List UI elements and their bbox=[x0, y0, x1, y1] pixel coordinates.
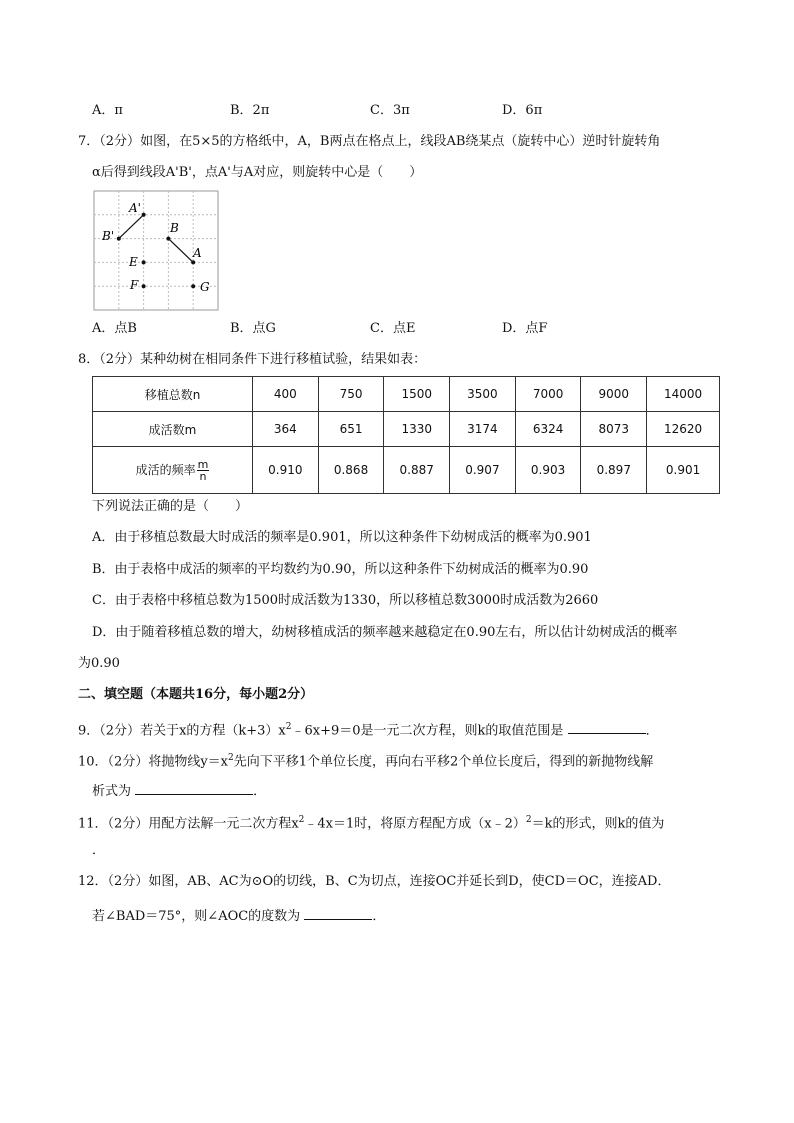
q8-option-c: C．由于表格中移植总数为1500时成活数为1330，所以移植总数3000时成活数为2660 bbox=[92, 593, 599, 608]
point-f bbox=[142, 284, 146, 288]
q10-exponent: 2 bbox=[228, 753, 234, 763]
point-a bbox=[191, 260, 195, 264]
point-e bbox=[142, 260, 146, 264]
q12-score: （2分） bbox=[107, 874, 149, 889]
q8-option-b: B．由于表格中成活的频率的平均数约为0.90，所以这种条件下幼树成活的概率为0.90 bbox=[92, 562, 589, 577]
table-cell: 3174 bbox=[450, 412, 516, 447]
table-cell: 1500 bbox=[384, 377, 450, 412]
label-a-prime: A' bbox=[129, 201, 141, 215]
q11-exponent-2: 2 bbox=[525, 815, 532, 825]
q7-text-line2: α后得到线段A'B'，点A'与A对应，则旋转中心是（ ） bbox=[92, 165, 423, 180]
q9-number: 9． bbox=[78, 723, 100, 739]
q10-score: （2分） bbox=[107, 754, 149, 770]
table-cell: 0.887 bbox=[384, 447, 450, 494]
frequency-label: 成活的频率 bbox=[135, 462, 196, 477]
q9-pre: 若关于x的方程（k+3）x bbox=[140, 723, 286, 739]
table-row-label: 成活数m bbox=[93, 412, 253, 447]
section-title: 二、填空题（本题共16分，每小题2分） bbox=[78, 687, 314, 702]
table-cell: 1330 bbox=[384, 412, 450, 447]
q7-option-a: A．点B bbox=[92, 321, 137, 336]
q9-answer-blank[interactable] bbox=[568, 719, 646, 734]
q8-line1 bbox=[78, 351, 426, 369]
q10-end: ． bbox=[253, 784, 267, 799]
q10-post: 先向下平移1个单位长度，再向右平移2个单位长度后，得到的新抛物线解 bbox=[233, 754, 654, 770]
q6-option-b: B．2π bbox=[230, 103, 270, 118]
q12-line1 bbox=[78, 873, 670, 891]
q10-line1 bbox=[78, 749, 653, 771]
fraction-numerator: m bbox=[197, 457, 209, 471]
label-b-prime: B' bbox=[102, 229, 115, 243]
table-row bbox=[93, 412, 720, 447]
q9-post: ﹣6x+9＝0是一元二次方程，则k的取值范围是 bbox=[291, 723, 564, 739]
table-row bbox=[93, 377, 720, 412]
segment-a-prime-b-prime bbox=[119, 215, 144, 239]
q11-number: 11． bbox=[78, 816, 108, 832]
label-f: F bbox=[130, 278, 139, 292]
q11-post: ＝k的形式，则k的值为 bbox=[531, 816, 665, 832]
table-cell: 8073 bbox=[581, 412, 647, 447]
fraction-denominator: n bbox=[199, 469, 207, 483]
table-cell: 12620 bbox=[647, 412, 720, 447]
q7-line1 bbox=[78, 133, 660, 151]
label-e: E bbox=[129, 255, 138, 269]
table-cell: 0.868 bbox=[318, 447, 384, 494]
q12-number: 12． bbox=[78, 874, 108, 889]
table-cell: 14000 bbox=[647, 377, 720, 412]
table-cell: 651 bbox=[318, 412, 384, 447]
q8-text: 某种幼树在相同条件下进行移植试验，结果如表： bbox=[140, 352, 427, 367]
table-cell: 3500 bbox=[450, 377, 516, 412]
q11-line2: ． bbox=[92, 843, 106, 858]
label-a: A bbox=[193, 246, 202, 260]
table-cell: 0.897 bbox=[581, 447, 647, 494]
q10-pre: 将抛物线y＝x bbox=[148, 754, 229, 770]
q8-number: 8． bbox=[78, 352, 100, 367]
table-row bbox=[93, 447, 720, 494]
table-row-label: 移植总数n bbox=[93, 377, 253, 412]
label-g: G bbox=[200, 280, 210, 294]
q10-line2 bbox=[92, 780, 266, 801]
q12-end: ． bbox=[372, 909, 386, 924]
q6-option-a: A．π bbox=[92, 103, 123, 118]
label-b: B bbox=[170, 221, 179, 235]
q6-option-c: C．3π bbox=[370, 103, 410, 118]
q8-table bbox=[92, 376, 720, 494]
q11-pre: 用配方法解一元二次方程x bbox=[148, 816, 299, 832]
q7-option-d: D．点F bbox=[502, 321, 548, 336]
q7-text-line1: 如图，在5×5的方格纸中，A，B两点在格点上，线段AB绕某点（旋转中心）逆时针旋转角 bbox=[140, 134, 661, 149]
q8-question: 下列说法正确的是（ ） bbox=[92, 499, 249, 514]
q8-option-d-cont: 为0.90 bbox=[78, 656, 120, 671]
table-cell: 0.903 bbox=[515, 447, 581, 494]
q11-score: （2分） bbox=[107, 816, 149, 832]
point-a-prime bbox=[142, 213, 146, 217]
q8-option-d: D．由于随着移植总数的增大，幼树移植成活的频率越来越稳定在0.90左右，所以估计幼树成活的概率 bbox=[92, 625, 678, 640]
q8-score: （2分） bbox=[99, 352, 141, 367]
table-cell: 7000 bbox=[515, 377, 581, 412]
q11-line1 bbox=[78, 811, 664, 833]
table-cell: 364 bbox=[253, 412, 319, 447]
q7-option-b: B．点G bbox=[230, 321, 276, 336]
q12-answer-blank[interactable] bbox=[304, 905, 372, 920]
point-b-prime bbox=[117, 237, 121, 241]
q10-number: 10． bbox=[78, 754, 108, 770]
q7-score: （2分） bbox=[99, 134, 141, 149]
q7-number: 7． bbox=[78, 134, 100, 149]
point-b bbox=[166, 237, 170, 241]
table-cell: 0.910 bbox=[253, 447, 319, 494]
q9 bbox=[78, 718, 659, 740]
q10-line2-text: 析式为 bbox=[92, 784, 132, 799]
q9-end: ． bbox=[645, 723, 659, 739]
q11-mid: ﹣4x＝1时，将原方程配方成（x﹣2） bbox=[304, 816, 526, 832]
q7-grid-figure bbox=[93, 190, 219, 312]
q12-line2-text: 若∠BAD＝75°，则∠AOC的度数为 bbox=[92, 909, 301, 924]
q8-option-a: A．由于移植总数最大时成活的频率是0.901，所以这种条件下幼树成活的概率为0.901 bbox=[92, 530, 592, 545]
table-row-label bbox=[93, 447, 253, 494]
point-g bbox=[191, 284, 195, 288]
q11-exponent: 2 bbox=[298, 815, 305, 825]
q6-option-d: D．6π bbox=[502, 103, 543, 118]
segment-ab bbox=[168, 239, 193, 263]
table-cell: 9000 bbox=[581, 377, 647, 412]
fraction-m-over-n bbox=[197, 459, 210, 482]
q10-answer-blank[interactable] bbox=[135, 780, 253, 795]
table-cell: 6324 bbox=[515, 412, 581, 447]
table-cell: 0.907 bbox=[450, 447, 516, 494]
q7-option-c: C．点E bbox=[370, 321, 416, 336]
q9-exponent: 2 bbox=[285, 722, 292, 732]
table-cell: 0.901 bbox=[647, 447, 720, 494]
table-cell: 400 bbox=[253, 377, 319, 412]
q12-line2 bbox=[92, 905, 385, 926]
table-cell: 750 bbox=[318, 377, 384, 412]
q12-text: 如图，AB、AC为⊙O的切线，B、C为切点，连接OC并延长到D，使CD＝OC，连接AD． bbox=[148, 874, 671, 889]
q9-score: （2分） bbox=[99, 723, 141, 739]
